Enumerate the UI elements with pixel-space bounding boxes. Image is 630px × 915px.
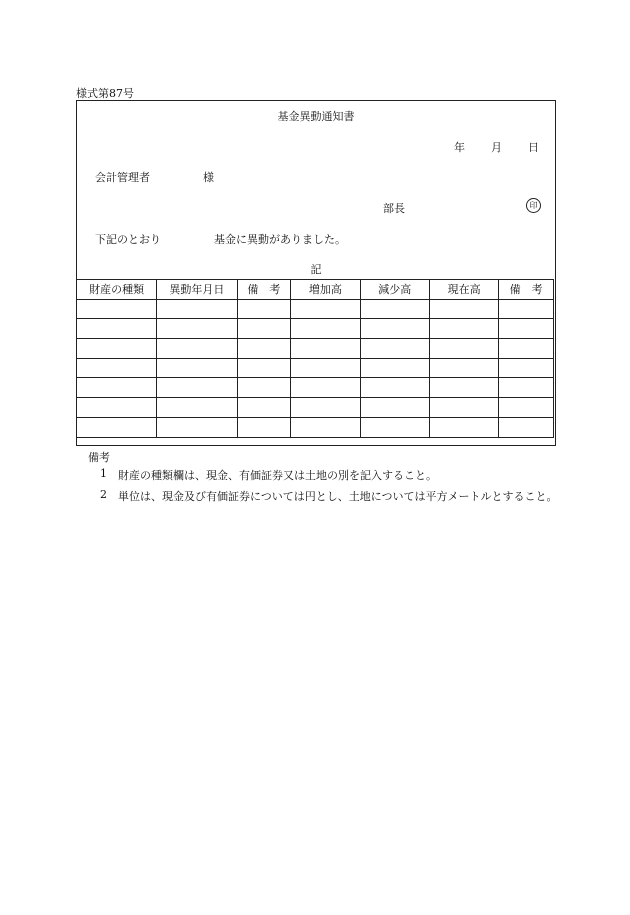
table-row xyxy=(77,358,554,378)
table-cell[interactable] xyxy=(499,319,554,339)
table-cell[interactable] xyxy=(237,339,291,359)
table-cell[interactable] xyxy=(77,378,157,398)
table-row xyxy=(77,417,554,437)
form-number: 様式第87号 xyxy=(76,87,134,100)
seal-icon: 印 xyxy=(526,198,541,213)
header-increase: 増加高 xyxy=(291,280,360,300)
table-cell[interactable] xyxy=(77,319,157,339)
note-number: 2 xyxy=(100,488,107,501)
table-cell[interactable] xyxy=(77,358,157,378)
form-title: 基金異動通知書 xyxy=(277,110,355,123)
table-cell[interactable] xyxy=(429,358,498,378)
table-cell[interactable] xyxy=(429,378,498,398)
table-cell[interactable] xyxy=(499,299,554,319)
table-cell[interactable] xyxy=(237,378,291,398)
table-row xyxy=(77,378,554,398)
table-cell[interactable] xyxy=(291,378,360,398)
header-property-type: 財産の種類 xyxy=(77,280,157,300)
table-cell[interactable] xyxy=(291,339,360,359)
table-row xyxy=(77,398,554,418)
table-cell[interactable] xyxy=(499,398,554,418)
table-cell[interactable] xyxy=(499,358,554,378)
header-decrease: 減少高 xyxy=(360,280,429,300)
table-cell[interactable] xyxy=(77,417,157,437)
date-year-label: 年 xyxy=(454,141,465,154)
table-cell[interactable] xyxy=(157,398,237,418)
table-cell[interactable] xyxy=(360,299,429,319)
table-cell[interactable] xyxy=(237,358,291,378)
header-remarks-2: 備 考 xyxy=(499,280,554,300)
header-change-date: 異動年月日 xyxy=(157,280,237,300)
table-cell[interactable] xyxy=(429,299,498,319)
table-cell[interactable] xyxy=(291,358,360,378)
table-cell[interactable] xyxy=(499,378,554,398)
table-cell[interactable] xyxy=(157,339,237,359)
table-cell[interactable] xyxy=(429,319,498,339)
table-cell[interactable] xyxy=(237,299,291,319)
table-cell[interactable] xyxy=(157,358,237,378)
table-cell[interactable] xyxy=(237,319,291,339)
ki-heading: 記 xyxy=(310,263,322,276)
table-cell[interactable] xyxy=(429,339,498,359)
note-number: 1 xyxy=(100,467,107,480)
table-cell[interactable] xyxy=(499,339,554,359)
table-cell[interactable] xyxy=(157,319,237,339)
table-cell[interactable] xyxy=(77,299,157,319)
header-remarks-1: 備 考 xyxy=(237,280,291,300)
table-cell[interactable] xyxy=(237,417,291,437)
table-header-row xyxy=(77,280,554,300)
fund-change-table xyxy=(76,279,554,438)
table-cell[interactable] xyxy=(360,378,429,398)
notes-title: 備考 xyxy=(88,451,110,464)
table-cell[interactable] xyxy=(291,398,360,418)
table-cell[interactable] xyxy=(157,299,237,319)
table-cell[interactable] xyxy=(360,358,429,378)
addressee-label: 会計管理者 xyxy=(95,171,150,184)
department-head-label: 部長 xyxy=(383,202,405,215)
date-month-label: 月 xyxy=(491,141,502,154)
header-balance: 現在高 xyxy=(429,280,498,300)
table-cell[interactable] xyxy=(77,339,157,359)
table-cell[interactable] xyxy=(360,319,429,339)
table-cell[interactable] xyxy=(360,417,429,437)
table-cell[interactable] xyxy=(499,417,554,437)
notification-form xyxy=(76,100,556,446)
table-row xyxy=(77,339,554,359)
table-cell[interactable] xyxy=(291,417,360,437)
table-row xyxy=(77,299,554,319)
table-cell[interactable] xyxy=(429,417,498,437)
body-text-part2: 基金に異動がありました。 xyxy=(214,233,346,246)
table-cell[interactable] xyxy=(157,378,237,398)
body-text-part1: 下記のとおり xyxy=(95,233,161,246)
note-text: 単位は、現金及び有価証券については円とし、土地については平方メートルとすること。 xyxy=(118,490,558,503)
table-body xyxy=(77,299,554,437)
table-row xyxy=(77,319,554,339)
table-cell[interactable] xyxy=(429,398,498,418)
table-cell[interactable] xyxy=(157,417,237,437)
table-cell[interactable] xyxy=(360,339,429,359)
table-cell[interactable] xyxy=(291,299,360,319)
table-cell[interactable] xyxy=(237,398,291,418)
date-day-label: 日 xyxy=(528,141,539,154)
note-text: 財産の種類欄は、現金、有価証券又は土地の別を記入すること。 xyxy=(118,469,437,482)
table-cell[interactable] xyxy=(77,398,157,418)
addressee-honorific: 様 xyxy=(203,171,214,184)
table-cell[interactable] xyxy=(360,398,429,418)
table-cell[interactable] xyxy=(291,319,360,339)
